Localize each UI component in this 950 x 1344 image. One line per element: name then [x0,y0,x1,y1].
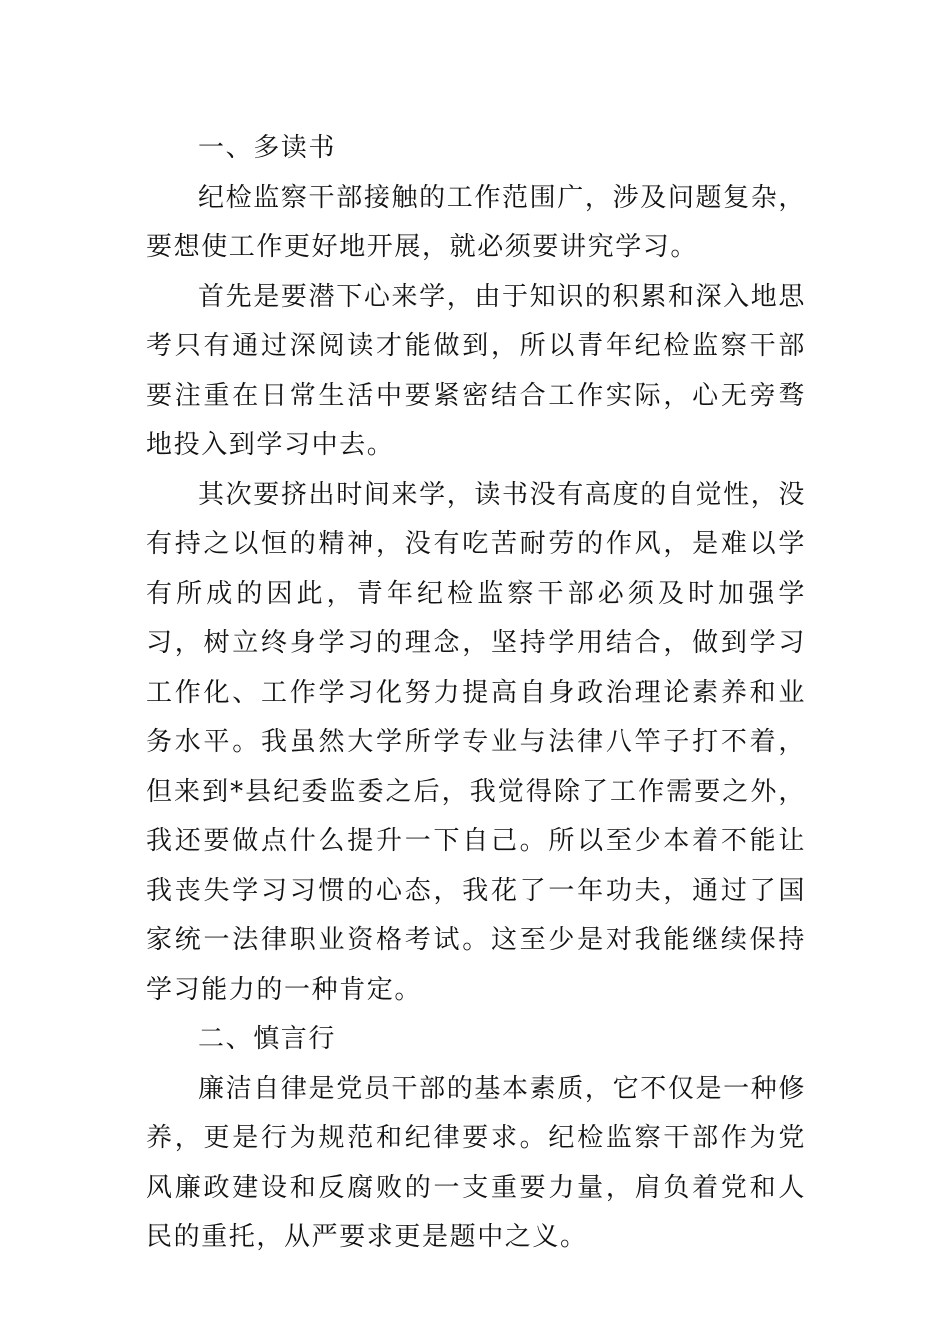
paragraph-3: 其次要挤出时间来学，读书没有高度的自觉性，没有持之以恒的精神，没有吃苦耐劳的作风，是难以学有所成的因此，青年纪检监察干部必须及时加强学习，树立终身学习的理念，坚持学用结合，做到学习工作化、工作学习化努力提高自身政治理论素养和业务水平。我虽然大学所学专业与法律八竿子打不着，但来到*县纪委监委之后，我觉得除了工作需要之外，我还要做点什么提升一下自己。所以至少本着不能让我丧失学习习惯的心态，我花了一年功夫，通过了国家统一法律职业资格考试。这至少是对我能继续保持学习能力的一种肯定。 [146,479,806,1005]
paragraph-1: 纪检监察干部接触的工作范围广，涉及问题复杂，要想使工作更好地开展，就必须要讲究学习。 [146,182,806,262]
paragraph-2: 首先是要潜下心来学，由于知识的积累和深入地思考只有通过深阅读才能做到，所以青年纪检监察干部要注重在日常生活中要紧密结合工作实际，心无旁骛地投入到学习中去。 [146,281,806,460]
section-heading-conduct: 二、慎言行 [198,1024,337,1054]
section-heading-reading: 一、多读书 [198,133,337,163]
document-body [146,124,806,1263]
paragraph-4: 廉洁自律是党员干部的基本素质，它不仅是一种修养，更是行为规范和纪律要求。纪检监察干部作为党风廉政建设和反腐败的一支重要力量，肩负着党和人民的重托，从严要求更是题中之义。 [146,1073,806,1252]
